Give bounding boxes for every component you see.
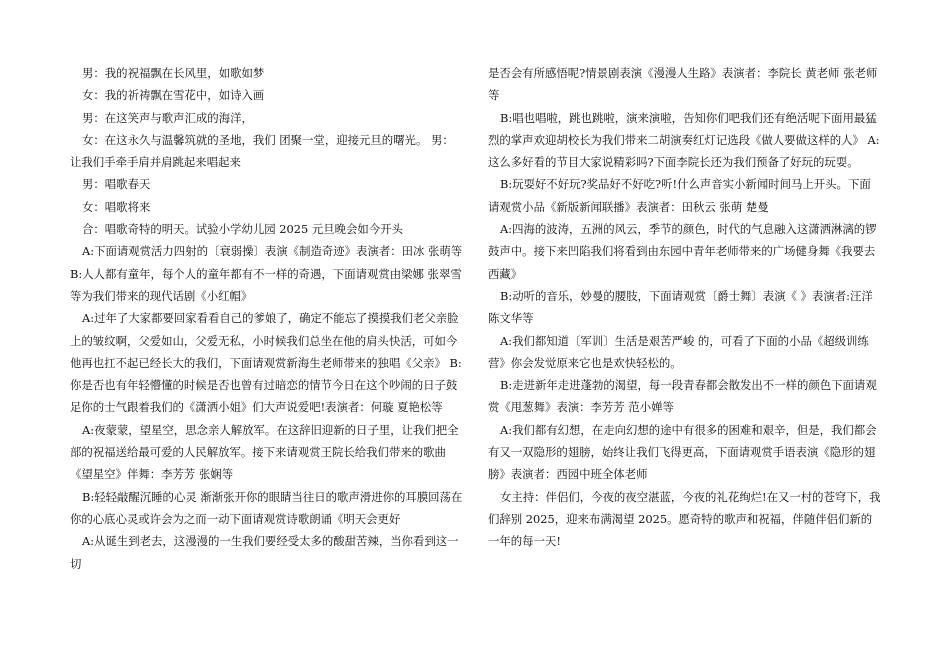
paragraph: 女：唱歌将来 bbox=[82, 199, 151, 214]
paragraph: 男：在这笑声与歌声汇成的海洋， bbox=[82, 110, 253, 125]
paragraph: B:走进新年走进蓬勃的渴望，每一段青春都会散发出不一样的颜色下面请观赏《甩葱舞》表演：李芳芳 范小婵等 bbox=[488, 378, 877, 415]
right-column bbox=[488, 62, 881, 553]
paragraph: 女：在这永久与温馨筑就的圣地，我们 团聚一堂，迎接元旦的曙光。 男：让我们手牵手肩并肩跳起来唱起来 bbox=[70, 132, 454, 170]
paragraph: A:下面请观赏活力四射的〔衰弱操〕表演《制造奇迹》表演者：田冰 张萌等 bbox=[82, 244, 463, 259]
paragraph: 男：我的祝福飘在长风里，如歌如梦 bbox=[82, 66, 265, 80]
paragraph: A:我们都有幻想，在走向幻想的途中有很多的困难和艰辛，但是，我们都会有又一双隐形的翅膀，始终让我们飞得更高，下面请观赏手语表演《隐形的翅膀》表演者：西园中班全体老师 bbox=[488, 422, 877, 482]
paragraph: 女主持：伴侣们，今夜的夜空湛蓝，今夜的礼花绚烂!在又一村的苍穹下，我们辞别 2025，迎来布满渴望 2025。愿奇特的歌声和祝福，伴随伴侣们新的一年的每一天! bbox=[488, 489, 881, 549]
paragraph: A:夜蒙蒙，望星空，思念亲人解放军。在这辞旧迎新的日子里，让我们把全部的祝福送给最可爱的人民解放军。接下来请观赏王院长给我们带来的歌曲《望星空》伴舞：李芳芳 张娴等 bbox=[70, 422, 459, 482]
paragraph: A:四海的波涛，五洲的风云，季节的颜色，时代的气息融入这潇洒淋漓的锣鼓声中。接下来凹陷我们将看到由东园中青年老师带来的广场健身舞《我要去西藏》 bbox=[488, 222, 877, 281]
paragraph: B:轻轻敲醒沉睡的心灵 渐渐张开你的眼睛当往日的歌声滑进你的耳膜回荡在你的心底心灵或许会为之而一动下面请观赏诗歌朗诵《明天会更好 bbox=[70, 489, 463, 526]
paragraph: B:玩耍好不好玩?奖品好不好吃?听!什么声音实小新闻时间马上开头。下面请观赏小品《新版新闻联播》表演者：田秋云 张萌 楚曼 bbox=[488, 177, 871, 214]
paragraph: A:从诞生到老去，这漫漫的一生我们要经受太多的酸甜苦辣，当你看到这一切 bbox=[70, 534, 459, 571]
paragraph: A:我们都知道〔军训〕生活是艰苦严峻 的，可看了下面的小品《超级训练营》你会发觉原来它也是欢快轻松的。 bbox=[488, 333, 869, 370]
left-column bbox=[70, 62, 463, 575]
paragraph: 女：我的祈祷飘在雪花中，如诗入画 bbox=[82, 88, 265, 103]
paragraph: 是否会有所感悟呢?情景剧表演《漫漫人生路》表演者：李院长 黄老师 张老师等 bbox=[488, 66, 878, 103]
paragraph: B:动听的音乐，妙曼的腰肢，下面请观赏〔爵士舞〕表演《 》表演者:汪洋 陈文华等 bbox=[488, 288, 873, 326]
paragraph: B:人人都有童年，每个人的童年都有不一样的奇遇，下面请观赏由梁娜 张翠雪等为我们带来的现代话剧《小红帽》 bbox=[70, 266, 462, 303]
paragraph: B:唱也唱啦，跳也跳啦，演来演啦，告知你们吧我们还有绝活呢下面用最猛烈的掌声欢迎胡校长为我们带来二胡演奏红灯记选段《做人要做这样的人》 A:这么多好看的节目大家说精彩吗?下面李院长还为我们预备了好玩的玩耍。 bbox=[488, 110, 880, 170]
paragraph: A:过年了大家都要回家看看自己的爹娘了，确定不能忘了摸摸我们老父亲脸上的皱纹啊，父爱如山，父爱无私，小时候我们总坐在他的肩头快活，可如今他再也扛不起已经长大的我们，下面请观赏新海生老师带来的独唱《父亲》 B:你是否也有年轻懵懂的时候是否也曾有过暗恋的情节今日在这个吵闹的日子鼓足你的士气跟着我们的《潇洒小姐》们大声说爱吧!表演者：何璇 夏艳松等 bbox=[70, 311, 462, 415]
paragraph: 合：唱歌奇特的明天。试验小学幼儿园 2025 元旦晚会如今开头 bbox=[82, 222, 403, 237]
paragraph: 男：唱歌春天 bbox=[82, 177, 151, 192]
